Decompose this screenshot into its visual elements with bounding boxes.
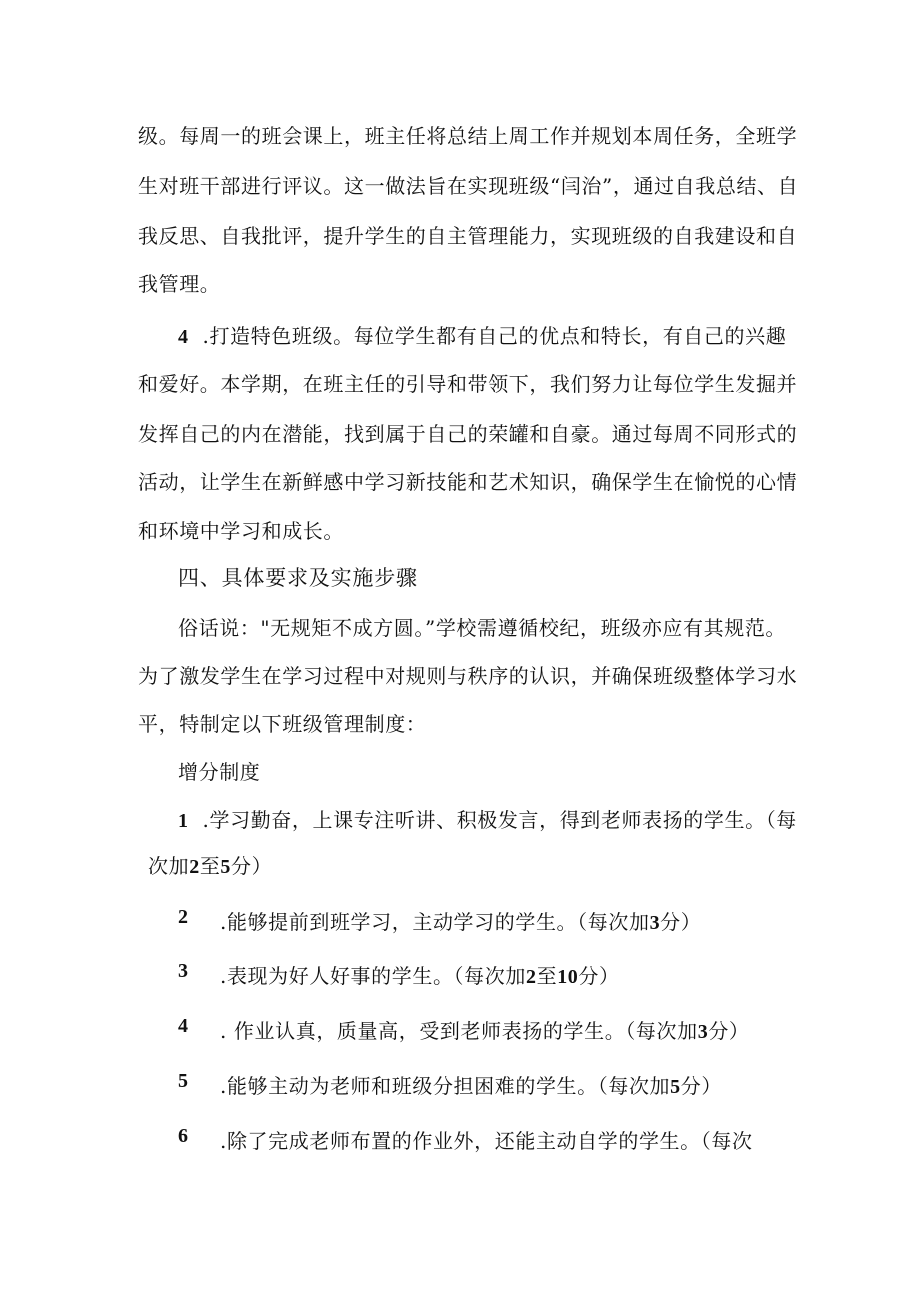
- section-heading: 四、具体要求及实施步骤: [178, 566, 418, 590]
- paragraph-2-line-4: 活动，让学生在新鲜感中学习新技能和艺术知识，确保学生在愉悦的心情: [138, 470, 798, 494]
- paragraph-1-line-1: 级。每周一的班会课上，班主任将总结上周工作并规划本周任务，全班学: [138, 124, 798, 148]
- rule-text-pre: .表现为好人好事的学生。（每次加: [220, 964, 526, 988]
- rule-number: 4: [178, 1015, 189, 1037]
- paragraph-2-line-1: [178, 320, 786, 349]
- paragraph-1-line-3: 我反思、自我批评，提升学生的自主管理能力，实现班级的自我建设和自: [138, 224, 798, 248]
- points: 5: [670, 1076, 681, 1098]
- paragraph-1-line-2: 生对班干部进行评议。这一做法旨在实现班级“闫治”，通过自我总结、自: [138, 174, 799, 198]
- rule-text: 次加: [148, 854, 190, 878]
- rule-text-mid: 至: [536, 964, 558, 988]
- paragraph-2-line-2: 和爱好。本学期，在班主任的引导和带领下，我们努力让每位学生发掘并: [138, 372, 798, 396]
- rule-text: 至: [199, 854, 221, 878]
- rule-number: 2: [178, 906, 189, 928]
- rule-text-post: 分）: [578, 964, 620, 988]
- points-max: 5: [220, 856, 232, 878]
- rule-1-line-2: [148, 850, 272, 879]
- points-min: 2: [189, 856, 200, 878]
- rule-number: 1: [178, 810, 189, 832]
- paragraph-3-line-1: 俗话说："无规矩不成方圆。”学校需遵循校纪，班级亦应有其规范。: [178, 616, 787, 640]
- rule-text: .除了完成老师布置的作业外，还能主动自学的学生。（每次: [220, 1129, 753, 1153]
- rule-number: 5: [178, 1070, 189, 1092]
- paragraph-2-text: .打造特色班级。每位学生都有自己的优点和特长，有自己的兴趣: [202, 324, 787, 348]
- rule-number: 3: [178, 960, 189, 982]
- rule-text: .学习勤奋，上课专注听讲、积极发言，得到老师表扬的学生。（每: [202, 808, 797, 832]
- rule-text-pre: .能够提前到班学习，主动学习的学生。（每次加: [220, 910, 650, 934]
- paragraph-2-line-5: 和环境中学习和成长。: [138, 519, 344, 543]
- points-max: 10: [557, 966, 579, 988]
- sub-heading: 增分制度: [178, 760, 261, 784]
- paragraph-2-line-3: 发挥自己的内在潜能，找到属于自己的荣罐和自豪。通过每周不同形式的: [138, 422, 798, 446]
- rule-text: [220, 960, 620, 989]
- points-min: 2: [525, 966, 537, 988]
- rule-text-pre: .能够主动为老师和班级分担困难的学生。（每次加: [220, 1074, 671, 1098]
- paragraph-3-line-2: 为了激发学生在学习过程中对规则与秩序的认识，并确保班级整体学习水: [138, 664, 798, 688]
- paragraph-1-line-4: 我管理。: [138, 272, 221, 296]
- rule-1-line-1: [178, 804, 797, 833]
- rule-text: [220, 1015, 750, 1044]
- item-number: 4: [178, 326, 189, 348]
- rule-text-post: 分）: [708, 1019, 750, 1043]
- paragraph-3-line-3: 平，特制定以下班级管理制度：: [138, 712, 427, 736]
- rule-text: [220, 906, 701, 935]
- points: 3: [649, 912, 661, 934]
- rule-number: 6: [178, 1125, 189, 1147]
- points: 3: [697, 1021, 709, 1043]
- rule-text-pre: . 作业认真，质量高，受到老师表扬的学生。（每次加: [220, 1019, 698, 1043]
- rule-text: 分）: [231, 854, 273, 878]
- rule-text-post: 分）: [660, 910, 702, 934]
- rule-text: [220, 1070, 722, 1099]
- rule-text-post: 分）: [680, 1074, 722, 1098]
